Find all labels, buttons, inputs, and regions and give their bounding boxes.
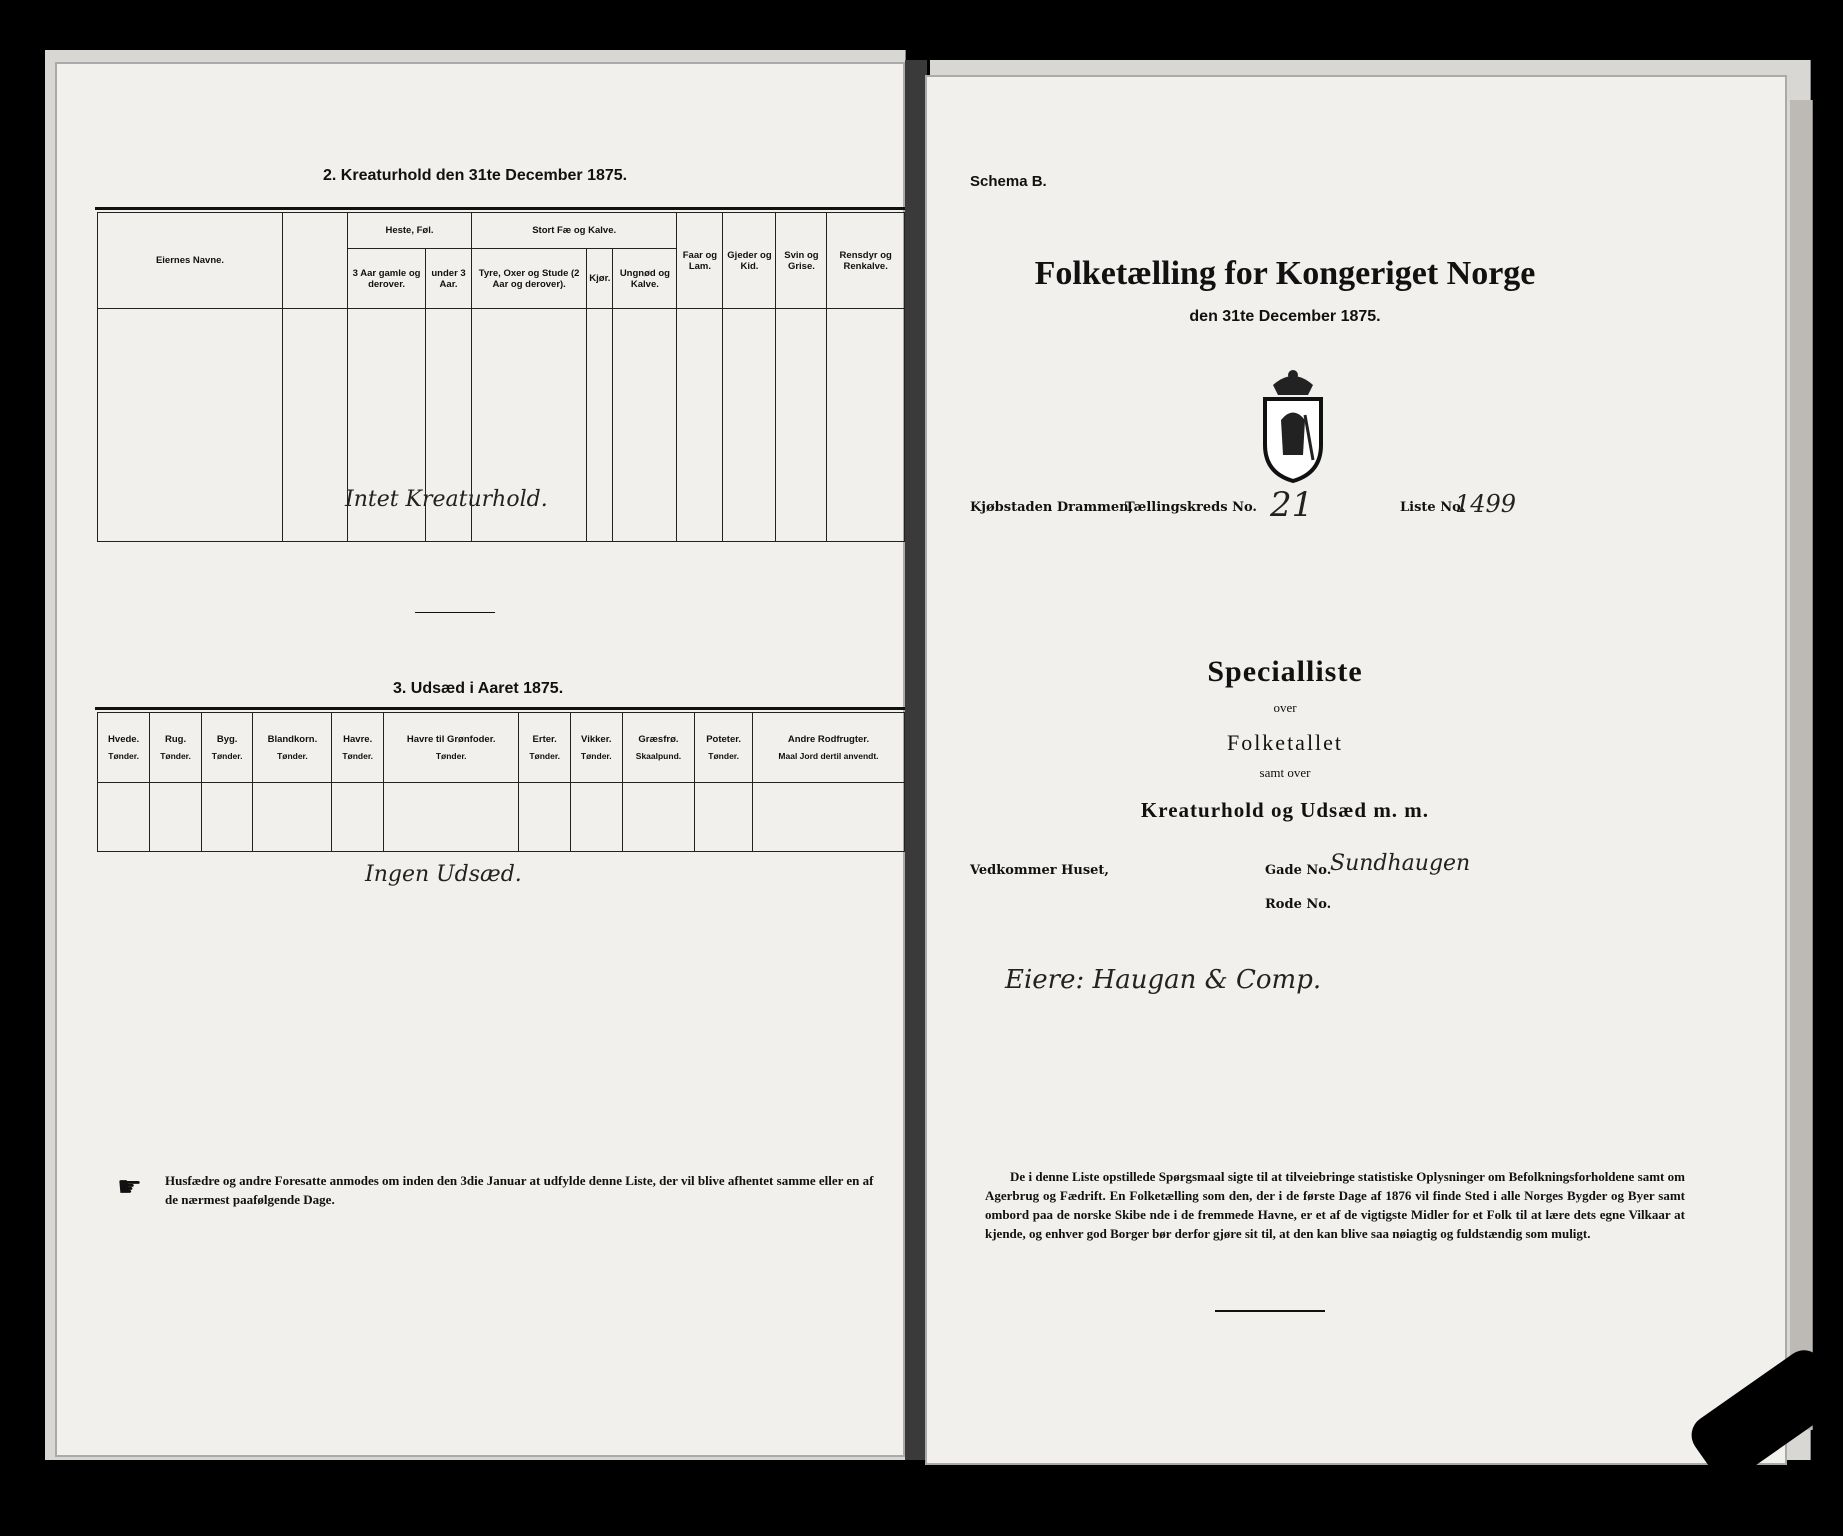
- section2-title: 2. Kreaturhold den 31te December 1875.: [323, 167, 628, 184]
- sowing-col-header: [253, 713, 332, 783]
- sowing-col-name: Andre Rodfrugter.: [787, 734, 870, 745]
- sowing-col-name: Havre.: [343, 734, 373, 745]
- owner-handwritten: Eiere: Haugan & Comp.: [1005, 965, 1322, 995]
- section3-title: 3. Udsæd i Aaret 1875.: [393, 680, 564, 697]
- folketallet-heading: Folketallet: [1226, 730, 1344, 755]
- liste-label: Liste No.: [1400, 500, 1466, 515]
- sowing-col-unit: Maal Jord dertil anvendt.: [778, 751, 879, 761]
- page-edges: [1790, 100, 1813, 1430]
- cattle-header: Stort Fæ og Kalve.: [471, 213, 676, 249]
- vedkommer-label: Vedkommer Huset,: [970, 863, 1109, 878]
- sowing-col-unit: Skaalpund.: [635, 751, 682, 761]
- gade-value: Sundhaugen: [1330, 851, 1471, 876]
- sowing-cell: [253, 783, 332, 852]
- sowing-table: [97, 712, 905, 852]
- sowing-col-header: [752, 713, 904, 783]
- samt-over-text: samt over: [1259, 765, 1311, 780]
- owner-header: Eiernes Navne.: [98, 213, 283, 309]
- bottom-rule: [1215, 1310, 1325, 1312]
- book-binding: [905, 60, 927, 1460]
- sheep-header: Faar og Lam.: [677, 213, 723, 309]
- kreaturhold-heading: Kreaturhold og Udsæd m. m.: [1140, 798, 1430, 822]
- sowing-cell: [752, 783, 904, 852]
- rode-label: Rode No.: [1265, 897, 1332, 912]
- livestock-handwritten: Intet Kreaturhold.: [345, 487, 548, 512]
- sowing-cell: [695, 783, 753, 852]
- sowing-col-name: Græsfrø.: [638, 734, 679, 745]
- specialliste-heading: Specialliste: [1207, 655, 1363, 688]
- sowing-col-header: [332, 713, 384, 783]
- sowing-col-unit: Tønder.: [708, 751, 739, 761]
- table3-top-rule: [95, 707, 905, 710]
- sowing-col-name: Hvede.: [108, 734, 140, 745]
- sowing-col-header: [201, 713, 253, 783]
- sowing-col-name: Havre til Grønfoder.: [406, 734, 496, 745]
- census-title: Folketælling for Kongeriget Norge: [1034, 255, 1536, 292]
- sowing-col-header: [150, 713, 202, 783]
- sowing-cell: [98, 783, 150, 852]
- pigs-header: Svin og Grise.: [776, 213, 827, 309]
- kreds-value: 21: [1270, 485, 1314, 525]
- sowing-col-header: [570, 713, 622, 783]
- horses-old-header: 3 Aar gamle og derover.: [348, 249, 426, 309]
- sowing-col-unit: Tønder.: [529, 751, 561, 761]
- kreds-label: Tællingskreds No.: [1125, 500, 1257, 515]
- short-rule: [415, 612, 495, 613]
- young-cattle-header: Ungnød og Kalve.: [613, 249, 677, 309]
- sowing-col-name: Blandkorn.: [267, 734, 318, 745]
- gade-label: Gade No.: [1265, 863, 1332, 878]
- sowing-col-name: Vikker.: [581, 734, 612, 745]
- sowing-col-unit: Tønder.: [580, 751, 612, 761]
- sowing-handwritten: Ingen Udsæd.: [365, 862, 522, 887]
- sowing-col-name: Poteter.: [706, 734, 742, 745]
- left-page: [55, 62, 905, 1457]
- sowing-col-unit: Tønder.: [277, 751, 308, 761]
- horses-young-header: under 3 Aar.: [426, 249, 472, 309]
- table2-top-rule: [95, 207, 905, 210]
- sowing-col-unit: Tønder.: [160, 751, 191, 761]
- coat-of-arms-icon: [1253, 365, 1333, 485]
- sowing-col-unit: Tønder.: [435, 751, 467, 761]
- sowing-col-unit: Tønder.: [342, 751, 374, 761]
- bulls-header: Tyre, Oxer og Stude (2 Aar og derover).: [471, 249, 586, 309]
- sowing-cell: [570, 783, 622, 852]
- sowing-col-unit: Tønder.: [211, 751, 243, 761]
- sowing-col-header: [622, 713, 695, 783]
- sowing-cell: [519, 783, 571, 852]
- notice-text: Husfædre og andre Foresatte anmodes om inden den 3die Januar at udfylde denne Liste, der vil blive afhentet samme eller en af de nærmest paafølgende Dage.: [165, 1173, 874, 1207]
- horses-header: Heste, Føl.: [348, 213, 472, 249]
- sowing-col-name: Rug.: [164, 734, 187, 745]
- sowing-col-unit: Tønder.: [108, 751, 139, 761]
- cows-header: Kjør.: [587, 249, 613, 309]
- blank-header: [283, 213, 348, 309]
- over-text: over: [1273, 700, 1297, 715]
- sowing-col-header: [695, 713, 753, 783]
- liste-value: 1499: [1455, 490, 1517, 518]
- sowing-col-header: [383, 713, 518, 783]
- sowing-col-name: Erter.: [532, 734, 557, 745]
- right-page: [925, 75, 1787, 1465]
- census-date: den 31te December 1875.: [1189, 308, 1381, 325]
- sowing-col-header: [98, 713, 150, 783]
- sowing-cell: [622, 783, 695, 852]
- sowing-col-header: [519, 713, 571, 783]
- info-paragraph: De i denne Liste opstillede Spørgsmaal sigte til at tilveiebringe statistiske Oplysninger om Befolkningsforholdene samt om Agerbrug og Fædrift. En Folketælling som den, der i de første Dage af 1876 vil finde Sted i alle Norges Bygder og Byer samt ombord paa de norske Skibe nde i de fremmede Havne, er et af de vigtigste Midler for et Folk til at lære dets egne Vilkaar at kjende, og enhver god Borger bør derfor gjøre sit til, at den kan blive saa nøiagtig og fuldstændig som muligt.: [985, 1169, 1685, 1241]
- reindeer-header: Rensdyr og Renkalve.: [827, 213, 905, 309]
- sowing-cell: [150, 783, 202, 852]
- goats-header: Gjeder og Kid.: [723, 213, 776, 309]
- pointing-hand-icon: ☛: [117, 1170, 143, 1203]
- sowing-cell: [201, 783, 253, 852]
- sowing-col-name: Byg.: [216, 734, 238, 745]
- sowing-cell: [332, 783, 384, 852]
- schema-label: Schema B.: [970, 173, 1047, 190]
- kjobstad-label: Kjøbstaden Drammen,: [970, 500, 1134, 515]
- sowing-cell: [383, 783, 518, 852]
